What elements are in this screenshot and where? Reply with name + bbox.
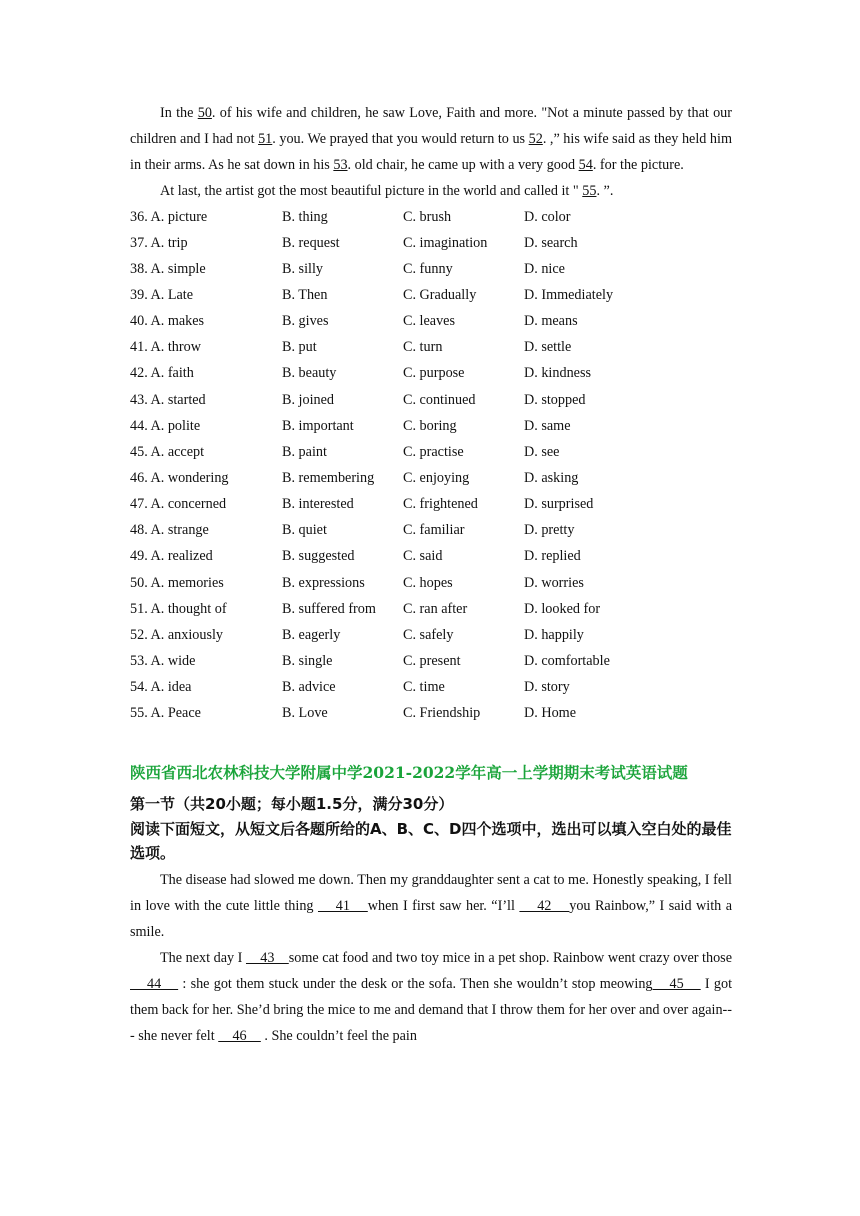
blank-44: 44: [130, 975, 179, 992]
option-row: [130, 335, 732, 361]
blank-50: 50: [197, 105, 212, 121]
option-row: [130, 361, 732, 387]
option-c: C. said: [403, 548, 443, 565]
option-c: C. present: [403, 652, 461, 669]
option-d: D. asking: [524, 469, 579, 486]
option-a: 36. A. picture: [130, 208, 208, 225]
option-c: C. familiar: [403, 522, 465, 539]
option-c: C. purpose: [403, 365, 465, 382]
blank-53: 53: [333, 157, 348, 173]
document-page: [130, 100, 732, 1049]
option-d: D. replied: [524, 548, 581, 565]
option-d: D. happily: [524, 626, 584, 643]
option-b: B. silly: [282, 260, 323, 277]
option-c: C. safely: [403, 626, 454, 643]
option-b: B. joined: [282, 391, 335, 408]
option-row: [130, 282, 732, 308]
option-c: C. time: [403, 679, 445, 696]
option-a: 54. A. idea: [130, 679, 192, 696]
option-d: D. settle: [524, 339, 572, 356]
blank-42: 42: [519, 897, 570, 914]
option-b: B. interested: [282, 496, 354, 513]
option-c: C. leaves: [403, 313, 456, 330]
option-row: [130, 675, 732, 701]
option-d: D. story: [524, 679, 570, 696]
option-c: C. funny: [403, 260, 453, 277]
option-row: [130, 204, 732, 230]
option-b: B. expressions: [282, 574, 365, 591]
option-c: C. turn: [403, 339, 443, 356]
option-c: C. hopes: [403, 574, 453, 591]
option-b: B. put: [282, 339, 317, 356]
option-c: C. frightened: [403, 496, 478, 513]
section-title: 第一节（共20小题；每小题1.5分，满分30分）: [130, 794, 454, 813]
option-d: D. Immediately: [524, 286, 614, 303]
option-b: B. Then: [282, 286, 328, 303]
option-a: 38. A. simple: [130, 260, 206, 277]
option-row: [130, 230, 732, 256]
passage-paragraph-2: The next day I 43 some cat food and two toy mice in a pet shop. Rainbow went crazy over those 44 : she got them stuck under the desk or the sofa. Then she wouldn’t stop meowing 45 I got them back for her. She’d bring the mice to me and demand that I throw them for her over and over again--- she never felt 46 . She couldn’t feel the pain: [130, 949, 733, 1044]
option-a: 52. A. anxiously: [130, 626, 224, 643]
option-a: 37. A. trip: [130, 234, 188, 251]
option-b: B. eagerly: [282, 626, 341, 643]
option-d: D. surprised: [524, 496, 594, 513]
option-a: 50. A. memories: [130, 574, 224, 591]
option-a: 53. A. wide: [130, 652, 196, 669]
option-d: D. Home: [524, 705, 577, 722]
option-row: [130, 648, 732, 674]
option-c: C. practise: [403, 443, 464, 460]
option-a: 40. A. makes: [130, 313, 205, 330]
blank-52: 52: [528, 131, 543, 147]
option-row: [130, 413, 732, 439]
passage-paragraph-1: The disease had slowed me down. Then my granddaughter sent a cat to me. Honestly speaking, I fell in love with the cute little thing 41 when I first saw her. “I’ll 42 you Rainbow,” I said with a smile.: [130, 871, 733, 940]
option-c: C. enjoying: [403, 469, 470, 486]
option-row: [130, 701, 732, 727]
option-b: B. remembering: [282, 469, 375, 486]
blank-45: 45: [652, 975, 701, 992]
story-paragraph-1: In the 50. of his wife and children, he saw Love, Faith and more. "Not a minute passed by that our children and I had not 51. you. We prayed that you would return to us 52. ,” his wife said as they held him in their arms. As he sat down in his 53. old chair, he came up with a very good 54. for the picture.: [130, 105, 733, 173]
blank-41: 41: [317, 897, 368, 914]
option-d: D. see: [524, 443, 560, 460]
blank-54: 54: [578, 157, 593, 173]
option-a: 49. A. realized: [130, 548, 213, 565]
option-row: [130, 387, 732, 413]
option-row: [130, 544, 732, 570]
instructions: 阅读下面短文，从短文后各题所给的A、B、C、D四个选项中，选出可以填入空白处的最佳选项。: [130, 819, 732, 862]
option-b: B. gives: [282, 313, 329, 330]
option-c: C. boring: [403, 417, 457, 434]
option-a: 39. A. Late: [130, 286, 194, 303]
option-a: 46. A. wondering: [130, 469, 229, 486]
option-a: 55. A. Peace: [130, 705, 201, 722]
option-a: 41. A. throw: [130, 339, 201, 356]
option-c: C. continued: [403, 391, 476, 408]
option-d: D. color: [524, 208, 571, 225]
blank-55: 55: [582, 183, 597, 199]
option-a: 44. A. polite: [130, 417, 201, 434]
option-c: C. Gradually: [403, 286, 477, 303]
option-d: D. pretty: [524, 522, 575, 539]
option-d: D. looked for: [524, 600, 601, 617]
option-d: D. means: [524, 313, 578, 330]
option-d: D. nice: [524, 260, 565, 277]
option-b: B. suggested: [282, 548, 355, 565]
option-b: B. advice: [282, 679, 336, 696]
option-a: 45. A. accept: [130, 443, 205, 460]
option-row: [130, 518, 732, 544]
option-a: 47. A. concerned: [130, 496, 227, 513]
option-d: D. kindness: [524, 365, 591, 382]
option-row: [130, 570, 732, 596]
option-row: [130, 439, 732, 465]
exam-heading: 陕西省西北农林科技大学附属中学2021-2022学年高一上学期期末考试英语试题: [130, 762, 688, 782]
option-b: B. important: [282, 417, 354, 434]
option-row: [130, 492, 732, 518]
option-b: B. thing: [282, 208, 328, 225]
option-b: B. single: [282, 652, 333, 669]
option-c: C. brush: [403, 208, 452, 225]
blank-51: 51: [258, 131, 273, 147]
blank-43: 43: [245, 949, 289, 966]
answer-options-table: [130, 204, 732, 727]
option-row: [130, 622, 732, 648]
blank-46: 46: [218, 1027, 261, 1044]
option-row: [130, 596, 732, 622]
option-d: D. search: [524, 234, 578, 251]
option-a: 48. A. strange: [130, 522, 209, 539]
option-b: B. quiet: [282, 522, 327, 539]
option-b: B. Love: [282, 705, 328, 722]
option-b: B. paint: [282, 443, 327, 460]
option-a: 43. A. started: [130, 391, 206, 408]
option-row: [130, 465, 732, 491]
option-d: D. stopped: [524, 391, 586, 408]
option-c: C. ran after: [403, 600, 468, 617]
option-d: D. worries: [524, 574, 584, 591]
option-c: C. imagination: [403, 234, 488, 251]
option-d: D. same: [524, 417, 571, 434]
option-a: 51. A. thought of: [130, 600, 227, 617]
option-row: [130, 256, 732, 282]
option-c: C. Friendship: [403, 705, 481, 722]
option-d: D. comfortable: [524, 652, 610, 669]
option-b: B. beauty: [282, 365, 337, 382]
option-a: 42. A. faith: [130, 365, 194, 382]
option-b: B. suffered from: [282, 600, 376, 617]
option-row: [130, 309, 732, 335]
option-b: B. request: [282, 234, 340, 251]
story-paragraph-2: At last, the artist got the most beautiful picture in the world and called it " 55. ”.: [160, 183, 614, 199]
